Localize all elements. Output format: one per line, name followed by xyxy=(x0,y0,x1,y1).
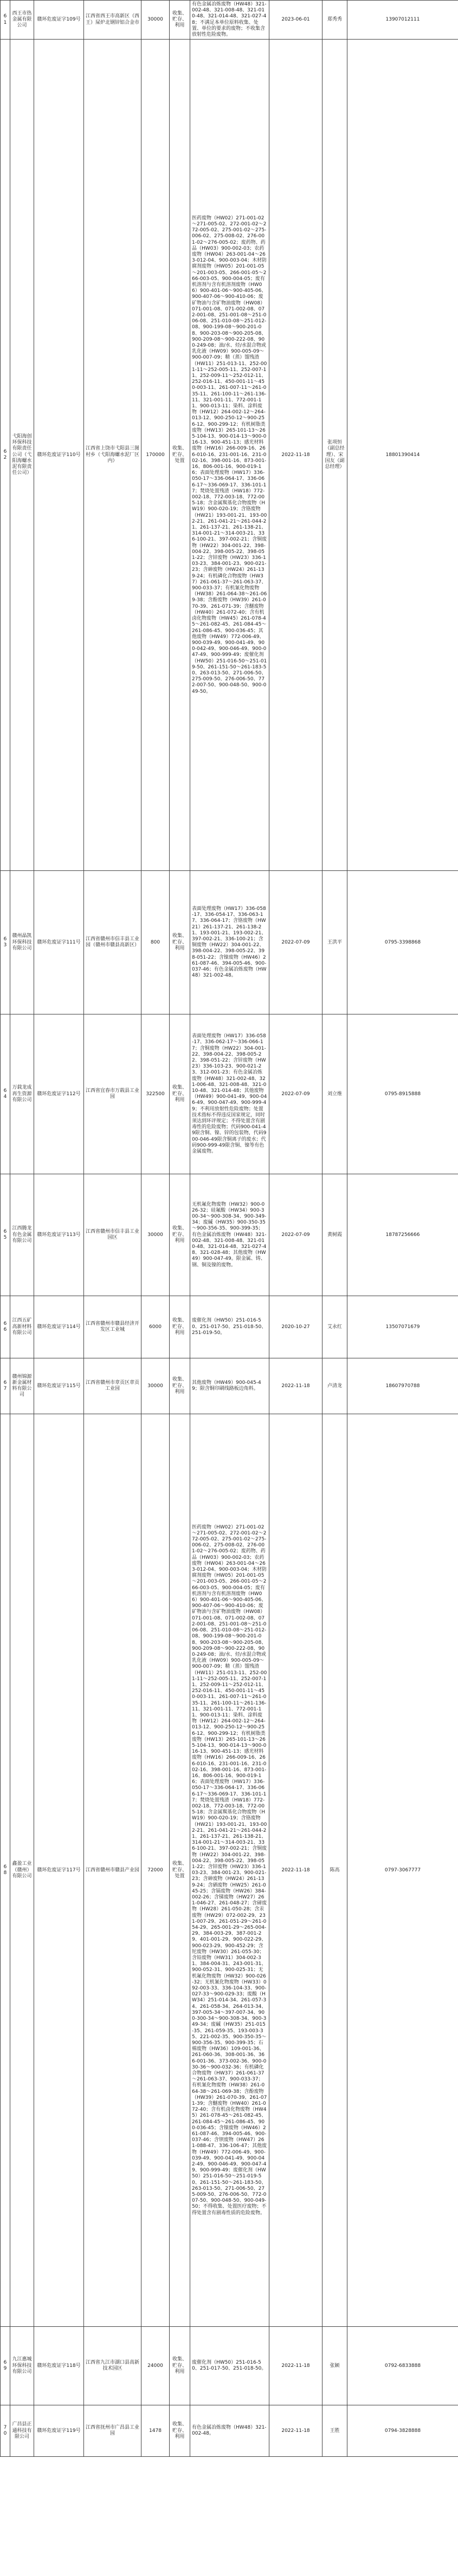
company-address: 江西省宜春市万载县工业园 xyxy=(84,1014,141,1174)
company-name: 弋阳海创环保科技有限责任公司（弋阳海螺水泥有限责任公司） xyxy=(10,40,34,871)
company-name: 赣州晶凯环保科技有限公司 xyxy=(10,871,34,1014)
contact-phone: 18801390414 xyxy=(347,40,458,871)
permit-number: 赣环危废证字110号 xyxy=(34,40,84,871)
row-number: 67 xyxy=(1,1358,10,1414)
operation-mode: 收集、贮存、利用 xyxy=(170,1296,190,1358)
company-address: 江西省赣州市信丰县工业园区 xyxy=(84,1174,141,1296)
contact-phone: 0792-6833888 xyxy=(347,2327,458,2405)
valid-date: 2023-06-01 xyxy=(269,1,322,40)
capacity: 170000 xyxy=(141,40,170,871)
table-row xyxy=(1,1414,458,2327)
contact-person: 艾永红 xyxy=(322,1296,347,1358)
contact-phone: 18787256666 xyxy=(347,1174,458,1296)
permit-number: 赣环危废证字112号 xyxy=(34,1014,84,1174)
waste-categories: 表面处理废物（HW17）336-058-17、336-062-17～336-066-17；含铜废物（HW22）304-001-22、398-004-22、398-005-22、398-051-22；含锌废物（HW23）336-103-23、900-021-23、312-001-23；有色金属冶炼废物（HW48）321-002-48、321-006-48、321-008-48、321-010-48、321-014-48；其他废物（HW49）900-041-49、900-046-49、900-047-49、900-999-49；不利用放射性危险废物；处置技术指标不得违反国家规定，同时须达到环评规定；不得处置含有剧毒性的危险废物；代码900-041-49限含铜、镍、锌的包装物，代码900-046-49限含铜离子的废水；代码900-999-49限含铜、镍等有色金属废物。 xyxy=(190,1014,269,1174)
company-address: 江西省九江市湖口县高新技术园区 xyxy=(84,2327,141,2405)
contact-person: 张项恒（副总经理）、宋国友（副总经理） xyxy=(322,40,347,871)
company-address: 江西省赣州市章贡区章贡工业园 xyxy=(84,1358,141,1414)
contact-person: 王胜 xyxy=(322,2405,347,2457)
capacity: 30000 xyxy=(141,1,170,40)
contact-person: 黄树霞 xyxy=(322,1174,347,1296)
contact-phone: 0795-3398868 xyxy=(347,871,458,1014)
waste-categories: 无机氟化物废物（HW32）900-026-32；硅氟酸（HW34）900-300-34～900-308-34、900-349-34；废碱（HW35）900-350-35～900-356-35、900-399-35；有色金属冶炼废物（HW48）321-002-48、321-008-48、321-010-48、321-014-48、321-027-48、321-028-48；其他废物（HW49）900-047-49。限金属、铸、钢、铜及镍的废物。 xyxy=(190,1174,269,1296)
contact-phone: 18607970788 xyxy=(347,1358,458,1414)
company-name: 九江惠城环保科技有限公司 xyxy=(10,2327,34,2405)
row-number: 70 xyxy=(1,2405,10,2457)
capacity: 72000 xyxy=(141,1414,170,2327)
company-address: 江西省赣州市赣县产业园 xyxy=(84,1414,141,2327)
valid-date: 2022-11-18 xyxy=(269,40,322,871)
company-name: 西王市热金属有限公司 xyxy=(10,1,34,40)
valid-date: 2022-11-18 xyxy=(269,1414,322,2327)
waste-categories: 医药废物（HW02）271-001-02～271-005-02、272-001-02～272-005-02、275-001-02～275-006-02、275-008-02、276-001-02～276-005-02；废药物、药品（HW03）900-002-03；农药废物（HW04）263-001-04～263-012-04、900-003-04；木材防腐剂废物（HW05）201-001-05～201-003-05、266-001-05～266-003-05、900-004-05；废有机溶剂与含有机溶剂废物（HW06）900-401-06～900-405-06、900-407-06～900-410-06；废矿物油与含矿物油废物（HW08）071-001-08、071-002-08、072-001-08、251-001-08～251-006-08、251-010-08～251-012-08、900-199-08～900-201-08、900-203-08～900-205-08、900-209-08～900-222-08、900-249-08；油/水、烃/水混合物或乳化液（HW09）900-005-09～900-007-09；精（蒸）馏残渣（HW11）251-013-11、252-001-11～252-005-11、252-007-11、252-009-11～252-012-11、252-016-11、450-001-11～450-003-11、261-007-11～261-035-11、261-100-11～261-136-11、321-001-11、772-001-11、900-013-11；染料、涂料废物（HW12）264-002-12～264-013-12、900-250-12～900-256-12、900-299-12；有机树脂类废物（HW13）265-101-13～265-104-13、900-014-13～900-016-13、900-451-13；感光材料废物（HW16）266-009-16、266-010-16、231-001-16、231-002-16、398-001-16、873-001-16、806-001-16、900-019-16；表面处理废物（HW17）336-050-17～336-064-17、336-066-17～336-069-17、336-101-17；焚烧处置残渣（HW18）772-002-18、772-003-18、772-005-18；含金属羰基化合物废物（HW19）900-020-19；含铬废物（HW21）193-001-21、193-002-21、261-041-21～261-044-21、261-137-21、261-138-21、314-001-21～314-003-21、336-100-21、397-002-21；含铜废物（HW22）304-001-22、398-004-22、398-005-22、398-051-22；含锌废物（HW23）336-103-23、384-001-23、900-021-23；含砷废物（HW24）261-139-24；有机磷化合物废物（HW37）261-061-37～261-063-37、900-033-37；有机氰化物废物（HW38）261-064-38～261-069-38；含酚废物（HW39）261-070-39、261-071-39；含醚废物（HW40）261-072-40；含有机卤化物废物（HW45）261-078-45～261-082-45、261-084-45～261-086-45、900-036-45；其他废物（HW49）772-006-49、900-039-49、900-041-49、900-042-49、900-046-49、900-047-49、900-999-49；废催化剂（HW50）251-016-50～251-019-50、261-151-50～261-183-50、263-013-50、271-006-50、275-009-50、276-006-50、772-007-50、900-048-50、900-049-50。 xyxy=(190,40,269,871)
contact-person: 卢清龙 xyxy=(322,1358,347,1414)
waste-categories: 有色金属冶炼废物（HW48）321-002-48、321-008-48、321-010-48、321-014-48、321-027-48；不满足本单位原料收集、处置、单位的要求的废物；不收集含放射性危险废物。 xyxy=(190,1,269,40)
company-name: 万载龙成再生资源有限公司 xyxy=(10,1014,34,1174)
valid-date: 2022-07-09 xyxy=(269,1014,322,1174)
table-row xyxy=(1,1358,458,1414)
contact-person: 刘立维 xyxy=(322,1014,347,1174)
operation-mode: 收集、贮存、处置 xyxy=(170,1414,190,2327)
contact-phone: 0795-8915888 xyxy=(347,1014,458,1174)
row-number: 61 xyxy=(1,1,10,40)
table-row xyxy=(1,1,458,40)
company-address: 江西省抚州市广昌县工业园 xyxy=(84,2405,141,2457)
valid-date: 2022-07-09 xyxy=(269,871,322,1014)
row-number: 66 xyxy=(1,1296,10,1358)
permit-number: 赣环危废证字114号 xyxy=(34,1296,84,1358)
table-row xyxy=(1,40,458,871)
contact-phone: 0794-3828888 xyxy=(347,2405,458,2457)
valid-date: 2022-11-18 xyxy=(269,2405,322,2457)
company-name: 江西腾龙有色金属有限公司 xyxy=(10,1174,34,1296)
permit-number: 赣环危废证字113号 xyxy=(34,1174,84,1296)
contact-person: 郑秀秀 xyxy=(322,1,347,40)
row-number: 64 xyxy=(1,1014,10,1174)
waste-categories: 废催化剂（HW50）251-016-50、251-017-50、251-018-50。 xyxy=(190,2327,269,2405)
operation-mode: 收集、贮存、利用 xyxy=(170,1014,190,1174)
table-row xyxy=(1,1014,458,1174)
row-number: 63 xyxy=(1,871,10,1014)
table-row xyxy=(1,871,458,1014)
capacity: 1478 xyxy=(141,2405,170,2457)
company-address: 江西省西王市高新区（西王）屎炉北钢锌铝合金市 xyxy=(84,1,141,40)
company-address: 江西省赣州市赣县经济开发区工业城 xyxy=(84,1296,141,1358)
operation-mode: 收集、贮存、利用 xyxy=(170,2327,190,2405)
table-row xyxy=(1,1296,458,1358)
company-name: 鑫盈工业（赣州）有限公司 xyxy=(10,1414,34,2327)
valid-date: 2022-07-09 xyxy=(269,1174,322,1296)
capacity: 30000 xyxy=(141,1358,170,1414)
operation-mode: 收集、贮存、处置 xyxy=(170,40,190,871)
row-number: 62 xyxy=(1,40,10,871)
waste-categories: 医药废物（HW02）271-001-02～271-005-02、272-001-02～272-005-02、275-001-02～275-006-02、275-008-02、276-001-02～276-005-02；废药物、药品（HW03）900-002-03；农药废物（HW04）263-001-04～263-012-04、900-003-04；木材防腐剂废物（HW05）201-001-05～201-003-05、266-001-05～266-003-05、900-004-05；废有机溶剂与含有机溶剂废物（HW06）900-401-06～900-405-06、900-407-06～900-410-06；废矿物油与含矿物油废物（HW08）071-001-08、071-002-08、072-001-08、251-001-08～251-006-08、251-010-08～251-012-08、900-199-08～900-201-08、900-203-08～900-205-08、900-209-08～900-222-08、900-249-08；油/水、烃/水混合物或乳化液（HW09）900-005-09～900-007-09；精（蒸）馏残渣（HW11）251-013-11、252-001-11～252-005-11、252-007-11、252-009-11～252-012-11、252-016-11、450-001-11～450-003-11、261-007-11～261-035-11、261-100-11～261-136-11、321-001-11、772-001-11、900-013-11；染料、涂料废物（HW12）264-002-12～264-013-12、900-250-12～900-256-12、900-299-12；有机树脂类废物（HW13）265-101-13～265-104-13、900-014-13～900-016-13、900-451-13；感光材料废物（HW16）266-009-16、266-010-16、231-001-16、231-002-16、398-001-16、873-001-16、806-001-16、900-019-16；表面处理废物（HW17）336-050-17～336-064-17、336-066-17～336-069-17、336-101-17；焚烧处置残渣（HW18）772-002-18、772-003-18、772-005-18；含金属羰基化合物废物（HW19）900-020-19；含铬废物（HW21）193-001-21、193-002-21、261-041-21～261-044-21、261-137-21、261-138-21、314-001-21～314-003-21、336-100-21、397-002-21；含铜废物（HW22）304-001-22、398-004-22、398-005-22、398-051-22；含锌废物（HW23）336-103-23、384-001-23、900-021-23；含砷废物（HW24）261-139-24；含硒废物（HW25）261-045-25；含镉废物（HW26）384-002-26；含锑废物（HW27）261-046-27、261-048-27；含碲废物（HW28）261-050-28；含汞废物（HW29）072-002-29、231-007-29、261-051-29～261-054-29、265-001-29～265-004-29、384-003-29、387-001-29、401-001-29、900-022-29、900-023-29、900-452-29；含铊废物（HW30）261-055-30；含铅废物（HW31）304-002-31、384-004-31、243-001-31、900-052-31、900-025-31；无机氟化物废物（HW32）900-026-32；无机氰化物废物（HW33）092-003-33、336-104-33、900-027-33～900-029-33；废酸（HW34）251-014-34、261-057-34、261-058-34、264-013-34、397-005-34～397-007-34、900-300-34～900-308-34、900-349-34；废碱（HW35）251-015-35、261-059-35、193-003-35、221-002-35、900-350-35～900-356-35、900-399-35；石棉废物（HW36）109-001-36、261-060-36、308-001-36、366-001-36、373-002-36、900-030-36～900-032-36；有机磷化合物废物（HW37）261-061-37～261-063-37、900-033-37；有机氰化物废物（HW38）261-064-38～261-069-38；含酚废物（HW39）261-070-39、261-071-39；含醚废物（HW40）261-072-40；含有机卤化物废物（HW45）261-078-45～261-082-45、261-084-45～261-086-45、900-036-45；含镍废物（HW46）261-087-46、394-005-46、900-037-46；含钡废物（HW47）261-088-47、336-106-47；其他废物（HW49）772-006-49、900-039-49、900-041-49、900-042-49、900-046-49、900-047-49、900-999-49；废催化剂（HW50）251-016-50～251-019-50、261-151-50～261-183-50、263-013-50、271-006-50、275-009-50、276-006-50、772-007-50、900-048-50、900-049-50；不得收集、处置医疗废物；不得处置含有剧毒性质的危险废物。 xyxy=(190,1414,269,2327)
waste-categories: 表面处理废物（HW17）336-058-17、336-054-17、336-063-17、336-064-17；含铬废物（HW21）261-137-21、261-138-21、193-001-21、193-002-21、397-002-21、336-100-21；含铜废物（HW22）304-001-22、398-004-22、398-005-22、398-051-22；含镍废物（HW46）261-087-46、394-005-46、900-037-46；有色金属冶炼废物（HW48）321-002-48。 xyxy=(190,871,269,1014)
operation-mode: 收集、贮存、利用 xyxy=(170,1358,190,1414)
contact-person: 王洪平 xyxy=(322,871,347,1014)
contact-person: 张颖 xyxy=(322,2327,347,2405)
waste-categories: 其他废物（HW49）900-045-49；限含铜印刷线路板边角料。 xyxy=(190,1358,269,1414)
operation-mode: 收集、贮存、利用 xyxy=(170,1,190,40)
permit-number: 赣环危废证字117号 xyxy=(34,1414,84,2327)
capacity: 30000 xyxy=(141,1174,170,1296)
company-name: 赣州锦源新金属材料有限公司 xyxy=(10,1358,34,1414)
capacity: 322500 xyxy=(141,1014,170,1174)
company-address: 江西省上饶市弋阳县三图村乡（弋阳海螺水泥厂区内） xyxy=(84,40,141,871)
valid-date: 2022-11-18 xyxy=(269,1358,322,1414)
contact-phone: 13907012111 xyxy=(347,1,458,40)
waste-categories: 有色金属冶炼废物（HW48）321-002-48。 xyxy=(190,2405,269,2457)
company-address: 江西省赣州市信丰县工业园（赣州市赣县高新区） xyxy=(84,871,141,1014)
operation-mode: 收集、贮存、利用 xyxy=(170,1174,190,1296)
valid-date: 2022-11-18 xyxy=(269,2327,322,2405)
permit-number: 赣环危废证字118号 xyxy=(34,2327,84,2405)
row-number: 68 xyxy=(1,1414,10,2327)
contact-person: 陈高 xyxy=(322,1414,347,2327)
permit-number: 赣环危废证字109号 xyxy=(34,1,84,40)
table-row xyxy=(1,1174,458,1296)
contact-phone: 0797-3067777 xyxy=(347,1414,458,2327)
company-name: 江西五矿高新材料有限公司 xyxy=(10,1296,34,1358)
permit-number: 赣环危废证字119号 xyxy=(34,2405,84,2457)
row-number: 69 xyxy=(1,2327,10,2405)
capacity: 24000 xyxy=(141,2327,170,2405)
waste-categories: 废催化剂（HW50）251-016-50、251-017-50、251-018-50、251-019-50。 xyxy=(190,1296,269,1358)
permit-number: 赣环危废证字115号 xyxy=(34,1358,84,1414)
operation-mode: 收集、贮存、利用 xyxy=(170,2405,190,2457)
operation-mode: 收集、贮存、利用 xyxy=(170,871,190,1014)
valid-date: 2020-10-27 xyxy=(269,1296,322,1358)
table-row xyxy=(1,2405,458,2457)
permit-number: 赣环危废证字111号 xyxy=(34,871,84,1014)
table-row xyxy=(1,2327,458,2405)
capacity: 6000 xyxy=(141,1296,170,1358)
company-name: 广昌县正通科技有限公司 xyxy=(10,2405,34,2457)
capacity: 800 xyxy=(141,871,170,1014)
row-number: 65 xyxy=(1,1174,10,1296)
contact-phone: 13507071679 xyxy=(347,1296,458,1358)
